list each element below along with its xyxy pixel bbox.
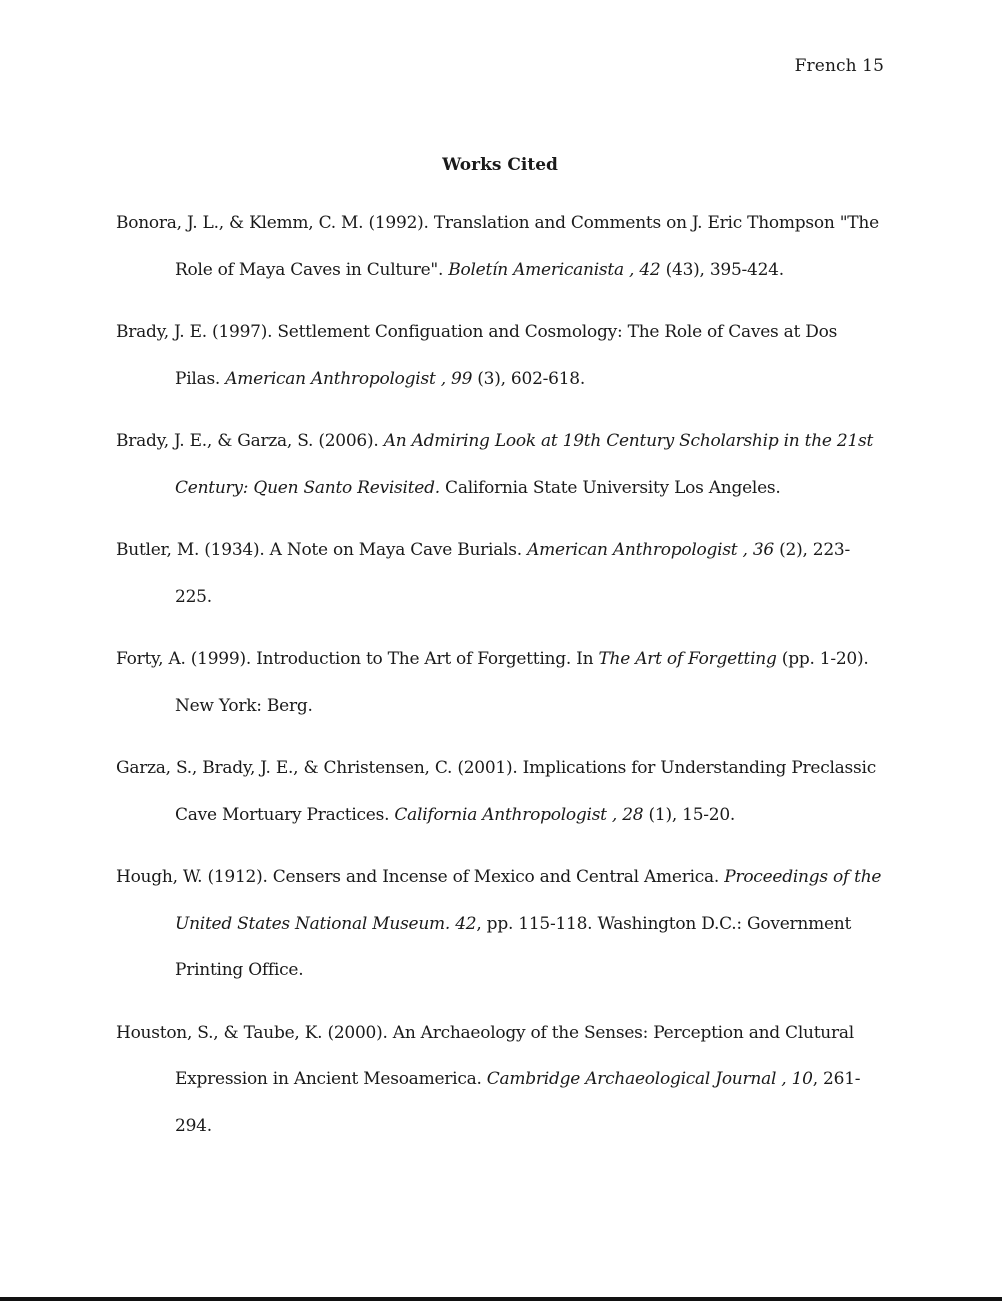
citation-entry — [116, 309, 886, 402]
citation-entry — [116, 745, 886, 838]
citation-entry — [116, 636, 886, 729]
works-cited-list — [116, 200, 886, 1165]
citation-details: , 261-294. — [175, 1069, 861, 1136]
citation-text: Butler, M. (1934). A Note on Maya Cave Burials. — [116, 540, 528, 560]
citation-entry — [116, 527, 886, 620]
citation-text: Hough, W. (1912). Censers and Incense of Mexico and Central America. — [116, 867, 725, 887]
citation-source: California Anthropologist , 28 — [394, 804, 644, 825]
citation-source: An Admiring Look at 19th Century Scholarship in the 21st Century: Quen Santo Revisited. — [175, 431, 874, 498]
citation-text: Forty, A. (1999). Introduction to The Art of Forgetting. In — [116, 649, 599, 669]
running-head: French 15 — [794, 56, 884, 76]
citation-entry — [116, 200, 886, 293]
citation-source: Proceedings of the United States National Museum. 42 — [175, 867, 882, 934]
citation-details: (pp. 1-20). New York: Berg. — [175, 649, 869, 716]
citation-text: Garza, S., Brady, J. E., & Christensen, C. (2001). Implications for Understanding Preclassic Cave Mortuary Practices. — [116, 758, 876, 825]
citation-source: American Anthropologist , 99 — [225, 368, 473, 389]
citation-source: The Art of Forgetting — [598, 649, 777, 669]
citation-text: Houston, S., & Taube, K. (2000). An Archaeology of the Senses: Perception and Clutural Expression in Ancient Mesoamerica. — [116, 1022, 854, 1089]
citation-details: (3), 602-618. — [472, 368, 585, 389]
page-bottom-border — [0, 1297, 1002, 1301]
citation-text: Brady, J. E., & Garza, S. (2006). — [116, 431, 384, 451]
citation-details: , pp. 115-118. Washington D.C.: Government Printing Office. — [175, 913, 852, 980]
citation-text: Bonora, J. L., & Klemm, C. M. (1992). Translation and Comments on J. Eric Thompson "The Role of Maya Caves in Culture". — [116, 213, 879, 280]
citation-source: American Anthropologist , 36 — [527, 540, 774, 560]
citation-details: (2), 223-225. — [175, 540, 850, 607]
page-title: Works Cited — [442, 155, 558, 175]
citation-details: (1), 15-20. — [643, 804, 736, 825]
citation-details: California State University Los Angeles. — [439, 477, 781, 498]
citation-entry — [116, 1010, 886, 1150]
citation-entry — [116, 418, 886, 511]
citation-entry — [116, 854, 886, 994]
citation-details: (43), 395-424. — [660, 259, 784, 280]
citation-source: Boletín Americanista , 42 — [448, 259, 661, 280]
citation-text: Brady, J. E. (1997). Settlement Configuation and Cosmology: The Role of Caves at Dos Pilas. — [116, 322, 838, 389]
citation-source: Cambridge Archaeological Journal , 10 — [486, 1069, 813, 1089]
